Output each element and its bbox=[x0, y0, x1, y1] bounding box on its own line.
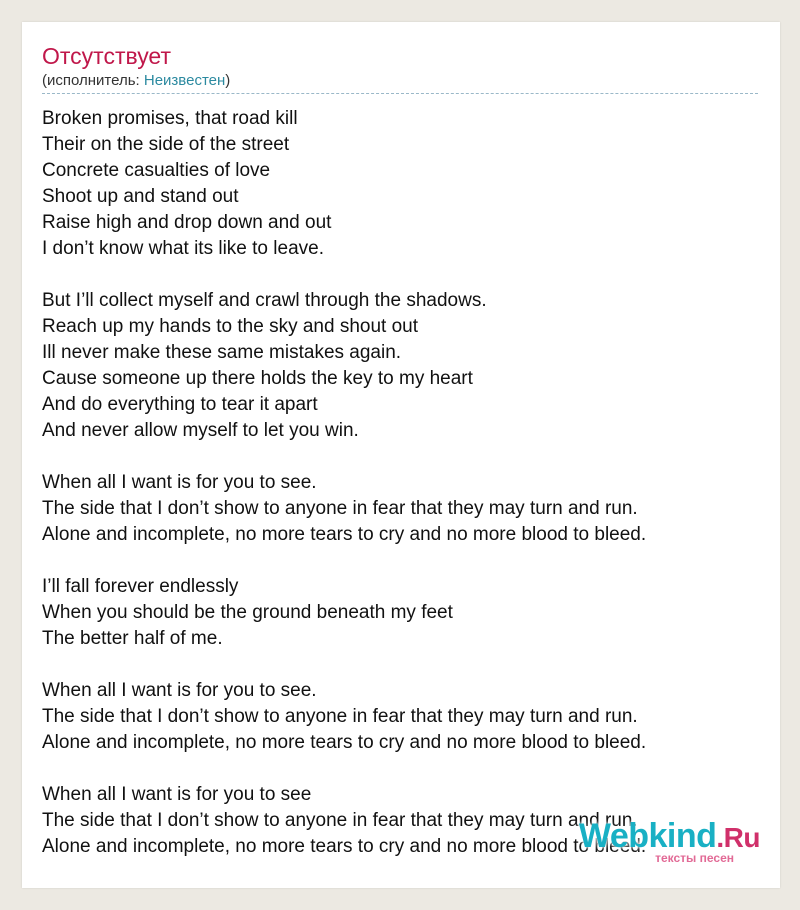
lyric-line: Reach up my hands to the sky and shout out bbox=[42, 316, 419, 337]
lyric-line: The side that I don’t show to anyone in fear that they may turn and run. bbox=[42, 498, 638, 519]
lyric-line: Cause someone up there holds the key to my heart bbox=[42, 368, 473, 389]
lyrics-stanza bbox=[42, 288, 760, 444]
lyric-line: Alone and incomplete, no more tears to cry and no more blood to bleed. bbox=[42, 524, 647, 545]
lyric-line: When all I want is for you to see. bbox=[42, 680, 317, 701]
lyric-line: The side that I don’t show to anyone in fear that they may turn and run. bbox=[42, 706, 638, 727]
lyric-line: Shoot up and stand out bbox=[42, 186, 239, 207]
lyric-line: The better half of me. bbox=[42, 628, 223, 649]
lyric-line: Their on the side of the street bbox=[42, 134, 290, 155]
lyric-line: When you should be the ground beneath my feet bbox=[42, 602, 453, 623]
lyrics-card bbox=[22, 22, 780, 888]
logo-tld: .Ru bbox=[716, 822, 760, 853]
page-title: Отсутствует bbox=[42, 43, 171, 69]
lyrics-body bbox=[42, 106, 760, 860]
lyrics-stanza bbox=[42, 678, 760, 756]
lyric-line: And do everything to tear it apart bbox=[42, 394, 318, 415]
lyrics-stanza bbox=[42, 470, 760, 548]
site-logo[interactable] bbox=[579, 818, 760, 864]
lyric-line: And never allow myself to let you win. bbox=[42, 420, 359, 441]
logo-tagline: тексты песен bbox=[655, 851, 734, 865]
artist-link[interactable]: Неизвестен bbox=[143, 72, 226, 89]
logo-name: Webkind bbox=[578, 817, 717, 855]
lyric-line: The side that I don’t show to anyone in fear that they may turn and run. bbox=[42, 810, 638, 831]
song-header bbox=[42, 42, 758, 94]
lyrics-stanza bbox=[42, 574, 760, 652]
byline-suffix: ) bbox=[225, 72, 231, 89]
lyric-line: But I’ll collect myself and crawl through the shadows. bbox=[42, 290, 487, 311]
lyric-line: Alone and incomplete, no more tears to cry and no more blood to bleed. bbox=[42, 836, 647, 857]
lyric-line: Alone and incomplete, no more tears to cry and no more blood to bleed. bbox=[42, 732, 647, 753]
lyric-line: Raise high and drop down and out bbox=[42, 212, 332, 233]
lyric-line: I don’t know what its like to leave. bbox=[42, 238, 324, 259]
lyric-line: I’ll fall forever endlessly bbox=[42, 576, 239, 597]
lyric-line: Ill never make these same mistakes again. bbox=[42, 342, 402, 363]
lyrics-stanza bbox=[42, 106, 760, 262]
byline-prefix: (исполнитель: bbox=[42, 72, 144, 89]
lyric-line: When all I want is for you to see bbox=[42, 784, 312, 805]
lyric-line: Broken promises, that road kill bbox=[42, 108, 298, 129]
lyric-line: Concrete casualties of love bbox=[42, 160, 271, 181]
lyric-line: When all I want is for you to see. bbox=[42, 472, 317, 493]
artist-byline bbox=[42, 71, 758, 94]
